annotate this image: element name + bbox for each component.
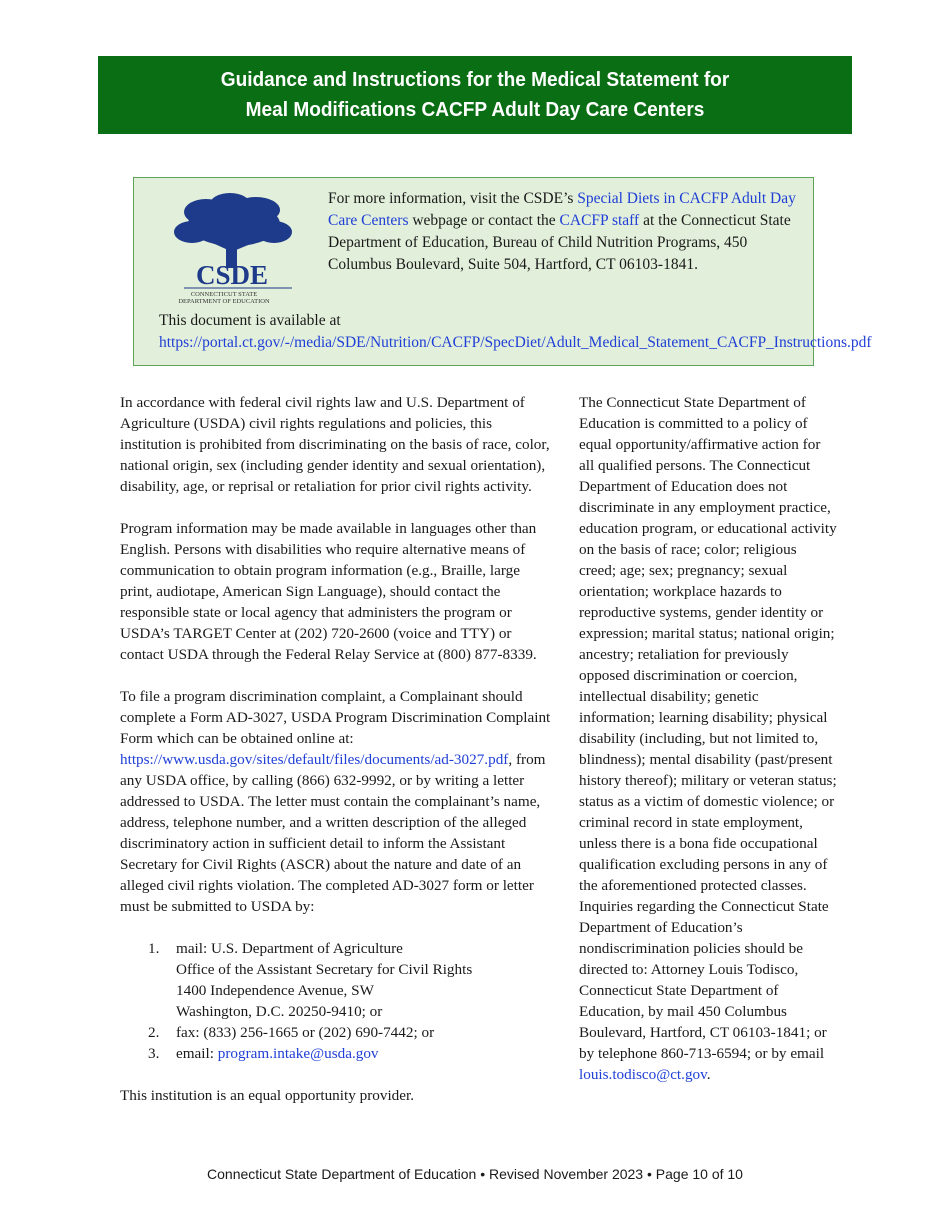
list-item-fax: 2. fax: (833) 256-1665 or (202) 690-7442; or bbox=[148, 1024, 435, 1041]
title-line-1: Guidance and Instructions for the Medical Statement for bbox=[220, 68, 730, 91]
program-intake-email-link[interactable]: program.intake@usda.gov bbox=[217, 1045, 379, 1062]
paragraph-nondiscrimination: In accordance with federal civil rights law and U.S. Department of Agriculture (USDA) civil rights regulations and policies, this institution is prohibited from discriminating on the basis of race, color, national origin, sex (including gender identity and sexual orientation), disability, age, or reprisal or retaliation for prior civil rights activity. bbox=[120, 394, 550, 495]
logo-subtitle-2: DEPARTMENT OF EDUCATION bbox=[178, 298, 270, 304]
csde-nondiscrimination-statement: The Connecticut State Department of Education is committed to a policy of equal opportunity/affirmative action for all qualified persons. The Connecticut Department of Education does not discriminate in any employment practice, education program, or educational activity on the basis of race; color; religious creed; age; sex; pregnancy; sexual orientation; workplace hazards to reproductive systems, gender identity or expression; marital status; national origin; ancestry; retaliation for previously opposed discrimination or coercion, intellectual disability; genetic information; learning disability; physical disability (including, but not limited to, blindness); mental disability (past/present history thereof); military or veteran status; status as a victim of domestic violence; or criminal record in state employment, unless there is a bona fide occupational qualification excluding persons in any of the aforementioned protected classes. Inquiries regarding the Connecticut State Department of Education’s nondiscrimination policies should be directed to: Attorney Louis Todisco, Connecticut State Department of Education, by mail 450 Columbus Boulevard, Hartford, CT 06103-1841; or by telephone 860-713-6594; or by email louis.todisco@ct.gov. bbox=[579, 394, 837, 1083]
logo-subtitle-1: CONNECTICUT STATE bbox=[190, 291, 258, 298]
document-url-link[interactable]: https://portal.ct.gov/-/media/SDE/Nutrition/CACFP/SpecDiet/Adult_Medical_Statement_CACFP_Instructions.pdf bbox=[159, 334, 872, 351]
document-availability: This document is available at https://portal.ct.gov/-/media/SDE/Nutrition/CACFP/SpecDiet/Adult_Medical_Statement_CACFP_Instructions.pdf bbox=[159, 312, 872, 351]
equal-opportunity-statement: This institution is an equal opportunity provider. bbox=[120, 1087, 415, 1104]
list-item-mail: 1. mail: U.S. Department of Agriculture Office of the Assistant Secretary for Civil Rights 1400 Independence Avenue, SW Washington, D.C. 20250-9410; or bbox=[148, 940, 473, 1020]
todisco-email-link[interactable]: louis.todisco@ct.gov bbox=[579, 1066, 707, 1083]
cacfp-staff-link[interactable]: CACFP staff bbox=[559, 212, 640, 229]
page-number: Page 10 of 10 bbox=[655, 1166, 743, 1182]
page-footer: Connecticut State Department of Education • Revised November 2023 • Page 10 of 10 bbox=[207, 1166, 743, 1182]
ad-3027-form-link[interactable]: https://www.usda.gov/sites/default/files/documents/ad-3027.pdf bbox=[120, 751, 509, 768]
submission-methods-list bbox=[120, 938, 556, 1064]
special-diets-link[interactable]: Special Diets in CACFP Adult Day Care Centers bbox=[328, 190, 796, 229]
logo-wordmark: CSDE bbox=[195, 260, 269, 290]
title-line-2: Meal Modifications CACFP Adult Day Care Centers bbox=[245, 98, 705, 121]
csde-tree-logo bbox=[164, 192, 300, 304]
paragraph-program-info: Program information may be made available in languages other than English. Persons with disabilities who require alternative means of communication to obtain program information (e.g., Braille, large print, audiotape, American Sign Language), should contact the responsible state or local agency that administers the program or USDA’s TARGET Center at (202) 720-2600 (voice and TTY) or contact USDA through the Federal Relay Service at (800) 877-8339. bbox=[120, 520, 537, 663]
info-box bbox=[133, 177, 872, 366]
info-text: For more information, visit the CSDE’s Special Diets in CACFP Adult Day Care Centers webpage or contact the CACFP staff at the Connecticut State Department of Education, Bureau of Child Nutrition Programs, 450 Columbus Boulevard, Suite 504, Hartford, CT 06103-1841. bbox=[328, 190, 796, 273]
title-banner bbox=[98, 56, 852, 134]
list-item-email: 3. email: program.intake@usda.gov bbox=[148, 1045, 379, 1062]
civil-rights-statement bbox=[120, 392, 556, 1106]
paragraph-complaint: To file a program discrimination complaint, a Complainant should complete a Form AD-3027, USDA Program Discrimination Complaint Form which can be obtained online at: https://www.usda.gov/sites/default/files/documents/ad-3027.pdf, from any USDA office, by calling (866) 632-9992, or by writing a letter addressed to USDA. The letter must contain the complainant’s name, address, telephone number, and a written description of the alleged discriminatory action in sufficient detail to inform the Assistant Secretary for Civil Rights (ASCR) about the nature and date of an alleged civil rights violation. The completed AD-3027 form or letter must be submitted to USDA by: bbox=[120, 688, 551, 915]
